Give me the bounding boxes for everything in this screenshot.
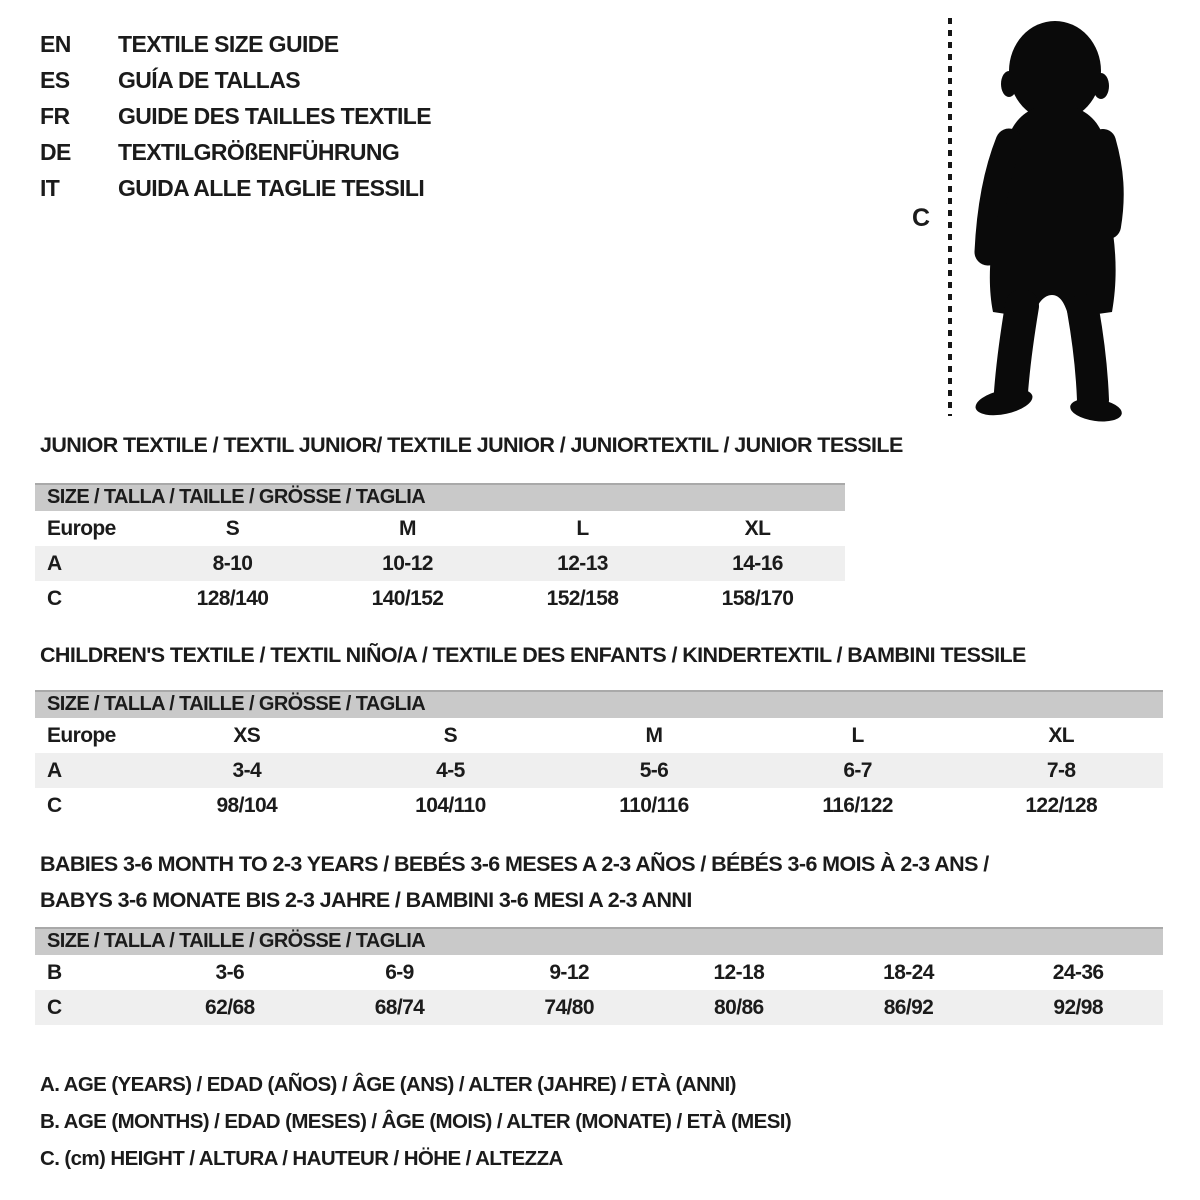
size-header-bar: SIZE / TALLA / TAILLE / GRÖSSE / TAGLIA bbox=[35, 927, 1163, 955]
language-title: GUIDE DES TAILLES TEXTILE bbox=[118, 102, 431, 129]
table-cell: 128/140 bbox=[196, 586, 269, 610]
language-code: DE bbox=[40, 138, 71, 165]
table-row-a bbox=[35, 753, 1163, 788]
table-row-b bbox=[35, 955, 1163, 990]
language-title: GUÍA DE TALLAS bbox=[118, 66, 300, 93]
row-label: Europe bbox=[47, 723, 116, 747]
table-cell: 74/80 bbox=[544, 995, 594, 1019]
table-cell: 9-12 bbox=[549, 960, 589, 984]
size-header-bar: SIZE / TALLA / TAILLE / GRÖSSE / TAGLIA bbox=[35, 690, 1163, 718]
children-size-table bbox=[35, 690, 1163, 823]
table-cell: L bbox=[851, 723, 864, 747]
table-cell: 140/152 bbox=[371, 586, 444, 610]
table-cell: 4-5 bbox=[436, 758, 465, 782]
table-cell: XL bbox=[1048, 723, 1075, 747]
language-title: TEXTILE SIZE GUIDE bbox=[118, 30, 339, 57]
table-cell: 12-18 bbox=[713, 960, 765, 984]
language-row-en bbox=[40, 26, 431, 62]
junior-section-title: JUNIOR TEXTILE / TEXTIL JUNIOR/ TEXTILE JUNIOR / JUNIORTEXTIL / JUNIOR TESSILE bbox=[40, 433, 903, 457]
babies-section-title-line1: BABIES 3-6 MONTH TO 2-3 YEARS / BEBÉS 3-6 MESES A 2-3 AÑOS / BÉBÉS 3-6 MOIS À 2-3 ANS / bbox=[40, 852, 989, 876]
table-cell: 86/92 bbox=[883, 995, 934, 1019]
children-textile-section bbox=[35, 642, 1163, 823]
language-title: TEXTILGRÖßENFÜHRUNG bbox=[118, 138, 400, 165]
table-cell: 158/170 bbox=[721, 586, 794, 610]
table-cell: 8-10 bbox=[212, 551, 253, 575]
row-label: A bbox=[47, 551, 62, 575]
language-code: FR bbox=[40, 102, 70, 129]
table-row-c bbox=[35, 990, 1163, 1025]
table-row-c bbox=[35, 788, 1163, 823]
table-cell: 116/122 bbox=[822, 793, 893, 817]
table-row-c bbox=[35, 581, 845, 616]
table-cell: 14-16 bbox=[732, 551, 783, 575]
table-cell: L bbox=[576, 516, 589, 540]
row-label: A bbox=[47, 758, 62, 782]
table-cell: 6-9 bbox=[385, 960, 414, 984]
table-cell: M bbox=[399, 516, 416, 540]
language-row-it bbox=[40, 170, 431, 206]
table-cell: 5-6 bbox=[639, 758, 669, 782]
table-cell: 18-24 bbox=[883, 960, 934, 984]
toddler-silhouette-icon bbox=[962, 14, 1147, 422]
size-header-bar: SIZE / TALLA / TAILLE / GRÖSSE / TAGLIA bbox=[35, 483, 845, 511]
row-label: Europe bbox=[47, 516, 116, 540]
language-code: IT bbox=[40, 174, 60, 201]
table-cell: 68/74 bbox=[374, 995, 425, 1019]
language-row-de bbox=[40, 134, 431, 170]
row-label: C bbox=[47, 995, 62, 1019]
table-cell: M bbox=[645, 723, 663, 747]
table-cell: XS bbox=[233, 723, 261, 747]
table-row-europe bbox=[35, 511, 845, 546]
table-cell: 3-4 bbox=[232, 758, 262, 782]
table-cell: S bbox=[443, 723, 458, 747]
table-cell: XL bbox=[744, 516, 771, 540]
measure-legend bbox=[40, 1066, 791, 1177]
babies-textile-section bbox=[35, 846, 1163, 1025]
table-cell: 104/110 bbox=[415, 793, 486, 817]
row-label: C bbox=[47, 793, 62, 817]
babies-section-title-line2: BABYS 3-6 MONATE BIS 2-3 JAHRE / BAMBINI 3-6 MESI A 2-3 ANNI bbox=[40, 888, 692, 912]
table-cell: 12-13 bbox=[557, 551, 608, 575]
legend-line-c: C. (cm) HEIGHT / ALTURA / HAUTEUR / HÖHE / ALTEZZA bbox=[40, 1147, 563, 1170]
table-cell: 3-6 bbox=[215, 960, 245, 984]
language-code: EN bbox=[40, 30, 71, 57]
language-title: GUIDA ALLE TAGLIE TESSILI bbox=[118, 174, 425, 201]
language-code: ES bbox=[40, 66, 70, 93]
table-cell: 10-12 bbox=[382, 551, 433, 575]
table-cell: 152/158 bbox=[546, 586, 619, 610]
legend-line-a: A. AGE (YEARS) / EDAD (AÑOS) / ÂGE (ANS) / ALTER (JAHRE) / ETÀ (ANNI) bbox=[40, 1073, 736, 1096]
baby-figure bbox=[898, 8, 1188, 426]
junior-textile-section bbox=[35, 432, 903, 616]
table-cell: 62/68 bbox=[205, 995, 255, 1019]
table-cell: 92/98 bbox=[1053, 995, 1103, 1019]
table-cell: 110/116 bbox=[619, 793, 689, 817]
table-cell: 122/128 bbox=[1025, 793, 1098, 817]
language-row-es bbox=[40, 62, 431, 98]
measure-label-c: C bbox=[912, 204, 930, 232]
legend-line-b: B. AGE (MONTHS) / EDAD (MESES) / ÂGE (MOIS) / ALTER (MONATE) / ETÀ (MESI) bbox=[40, 1110, 792, 1133]
table-cell: 98/104 bbox=[216, 793, 278, 817]
table-cell: 7-8 bbox=[1046, 758, 1076, 782]
table-cell: 6-7 bbox=[843, 758, 872, 782]
table-cell: S bbox=[225, 516, 240, 540]
row-label: B bbox=[47, 960, 62, 984]
junior-size-table bbox=[35, 483, 845, 616]
babies-size-table bbox=[35, 927, 1163, 1025]
table-row-europe bbox=[35, 718, 1163, 753]
language-list bbox=[40, 26, 431, 206]
height-measure-dashed-line bbox=[948, 18, 952, 416]
table-cell: 24-36 bbox=[1052, 960, 1104, 984]
table-row-a bbox=[35, 546, 845, 581]
language-row-fr bbox=[40, 98, 431, 134]
children-section-title: CHILDREN'S TEXTILE / TEXTIL NIÑO/A / TEXTILE DES ENFANTS / KINDERTEXTIL / BAMBINI TESSILE bbox=[40, 643, 1026, 667]
table-cell: 80/86 bbox=[714, 995, 764, 1019]
row-label: C bbox=[47, 586, 62, 610]
